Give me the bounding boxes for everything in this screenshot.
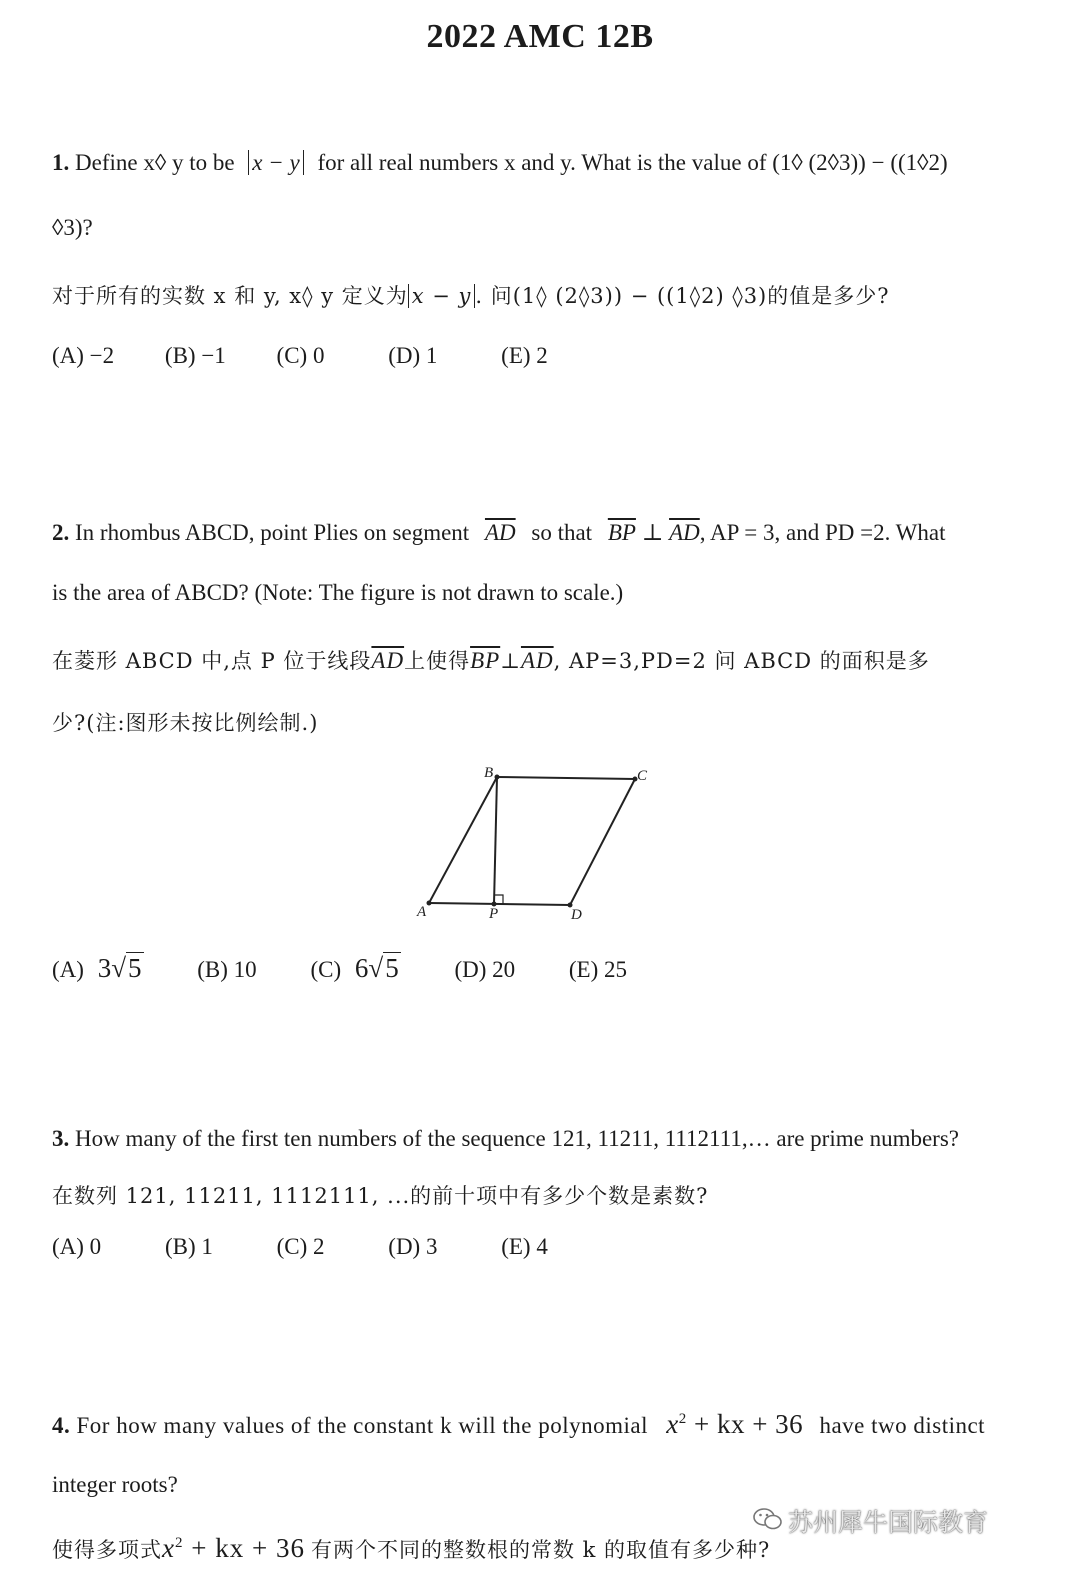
q2-text-b: so that xyxy=(531,520,593,545)
q4-number: 4. xyxy=(52,1413,71,1438)
q3-choice-c: (C) 2 xyxy=(276,1234,325,1259)
q2-choice-a-label: (A) xyxy=(52,957,84,982)
q2-cn-c: , AP=3,PD=2 问 ABCD 的面积是多 xyxy=(553,649,930,673)
q4-chinese xyxy=(52,1533,770,1564)
rhombus-figure xyxy=(412,760,662,925)
q2-cn-b: 上使得 xyxy=(404,649,471,673)
q2-choice-a-radicand: 5 xyxy=(128,953,142,983)
q1-choice-b: (B) −1 xyxy=(164,343,226,368)
q1-choice-a: (A) −2 xyxy=(52,343,115,368)
page-title: 2022 AMC 12B xyxy=(426,18,654,55)
q3-number: 3. xyxy=(52,1126,70,1151)
label-b: B xyxy=(484,765,494,781)
q2-choice-c-radicand: 5 xyxy=(385,953,399,983)
q4-poly-exponent: 2 xyxy=(678,1411,687,1427)
q4-text-b: have two distinct xyxy=(819,1413,986,1438)
q2-choice-a: (A) 3√5 xyxy=(52,953,142,983)
q4-line-1 xyxy=(52,1409,985,1440)
q3-choices xyxy=(52,1234,588,1260)
q1-choice-c: (C) 0 xyxy=(276,343,325,368)
wechat-icon xyxy=(752,1506,784,1532)
side-bc xyxy=(497,777,635,779)
q1-abs-expression: x − y xyxy=(248,150,303,175)
label-c: C xyxy=(637,768,648,784)
q2-cn-segment-bp: $\overline{BP}$ xyxy=(470,648,501,673)
label-d: D xyxy=(571,907,582,923)
q4-polynomial xyxy=(666,1409,803,1439)
q2-text-a: In rhombus ABCD, point Plies on segment xyxy=(75,520,470,545)
q2-choice-b: (B) 10 xyxy=(197,957,257,982)
q1-text-b: for all real numbers x and y. What is the value of (1◊ (2◊3)) − ((1◊2) xyxy=(317,150,948,175)
q3-choice-d: (D) 3 xyxy=(388,1234,438,1259)
q1-cn-abs: x − y xyxy=(408,284,476,308)
q2-choice-c-coef: 6 xyxy=(354,953,369,983)
q2-segment-ad-2: $\overline{AD}$ xyxy=(669,520,700,545)
q3-choice-e: (E) 4 xyxy=(501,1234,548,1259)
q4-poly-x: x xyxy=(666,1409,679,1439)
q1-chinese xyxy=(52,280,890,310)
q4-cn-b: 有两个不同的整数根的常数 k 的取值有多少种? xyxy=(310,1538,771,1562)
q1-cn-b: . 问(1◊ (2◊3)) − ((1◊2) ◊3)的值是多少? xyxy=(475,284,890,308)
q2-number: 2. xyxy=(52,520,70,545)
q4-text-a: For how many values of the constant k will the polynomial xyxy=(76,1413,648,1438)
watermark-text: 苏州犀牛国际教育 xyxy=(788,1508,989,1537)
label-p: P xyxy=(489,906,499,922)
q2-chinese-1 xyxy=(52,645,930,675)
q1-cn-a: 对于所有的实数 x 和 y, x◊ y 定义为 xyxy=(52,284,408,308)
q2-segment-bp: $\overline{BP}$ xyxy=(607,520,636,545)
q2-line-1 xyxy=(52,520,945,546)
q3-choice-b: (B) 1 xyxy=(164,1234,213,1259)
q2-choice-c-label: (C) xyxy=(310,957,342,982)
q2-cn-segment-ad-2: $\overline{AD}$ xyxy=(520,648,554,673)
q2-cn-a: 在菱形 ABCD 中,点 P 位于线段 xyxy=(52,649,372,673)
q3-chinese: 在数列 121, 11211, 1112111, ...的前十项中有多少个数是素数? xyxy=(52,1184,709,1208)
q2-perp: ⊥ xyxy=(641,520,664,545)
q1-line-1 xyxy=(52,150,948,176)
q3-text: How many of the first ten numbers of the sequence 121, 11211, 1112111,… are prime numbers? xyxy=(75,1126,959,1151)
q2-choice-e: (E) 25 xyxy=(568,957,627,982)
q2-segment-ad: $\overline{AD}$ xyxy=(484,520,516,545)
q2-choice-c: (C) 6√5 xyxy=(310,953,399,983)
q4-cn-poly-rest: + kx + 36 xyxy=(183,1533,305,1563)
q3-choice-a: (A) 0 xyxy=(52,1234,102,1259)
q1-choice-d: (D) 1 xyxy=(388,343,438,368)
side-ab xyxy=(429,777,497,903)
point-a xyxy=(427,901,432,906)
q2-choice-d: (D) 20 xyxy=(454,957,516,982)
side-ad xyxy=(429,903,570,905)
q4-poly-rest: + kx + 36 xyxy=(686,1409,804,1439)
q4-cn-a: 使得多项式 xyxy=(52,1538,162,1562)
side-cd xyxy=(570,779,635,905)
q2-choice-a-coef: 3 xyxy=(97,953,112,983)
q4-text-c: integer roots? xyxy=(52,1472,178,1497)
q3-line-1 xyxy=(52,1126,959,1152)
q2-cn-perp: ⊥ xyxy=(500,649,521,673)
label-a: A xyxy=(417,904,427,920)
point-b xyxy=(495,775,500,780)
q4-cn-poly-exponent: 2 xyxy=(174,1535,184,1551)
q1-number: 1. xyxy=(52,150,70,175)
q2-choices xyxy=(52,953,667,984)
q1-choice-e: (E) 2 xyxy=(501,343,548,368)
q4-cn-polynomial xyxy=(162,1533,305,1563)
q1-choices xyxy=(52,343,588,369)
q2-cn-d: 少?(注:图形未按比例绘制.) xyxy=(52,711,319,735)
q2-cn-segment-ad: $\overline{AD}$ xyxy=(371,648,405,673)
segment-bp xyxy=(494,777,497,904)
q1-text-c: ◊3)? xyxy=(52,215,93,240)
q2-text-c: , AP = 3, and PD =2. What xyxy=(699,520,946,545)
q1-text-a: Define x◊ y to be xyxy=(75,150,235,175)
q4-cn-poly-x: x xyxy=(162,1533,175,1563)
q2-text-d: is the area of ABCD? (Note: The figure is not drawn to scale.) xyxy=(52,580,624,605)
